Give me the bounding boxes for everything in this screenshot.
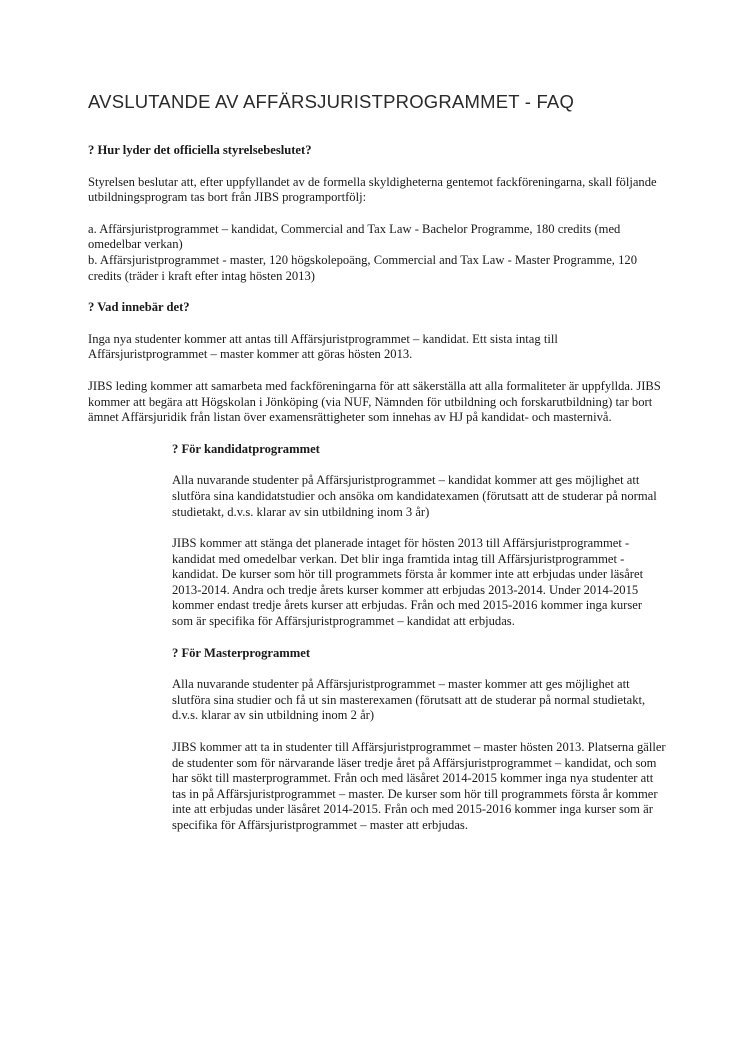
- paragraph: JIBS kommer att stänga det planerade intaget för hösten 2013 till Affärsjuristprogrammet - kandidat med omedelbar verkan. Det blir inga framtida intag till Affärsjuristprogrammet - kandidat. De kurser som hör till programmets första år kommer inte att erbjudas under läsåret 2013-2014. Andra och tredje årets kurser kommer att erbjudas 2013-2014. Under 2014-2015 kommer endast tredje årets kurser att erbjudas. Från och med 2015-2016 kommer inga kurser som är specifika för Affärsjuristprogrammet – kandidat att erbjudas.: [172, 536, 644, 629]
- paragraph: JIBS leding kommer att samarbeta med fackföreningarna för att säkerställa att alla formaliteter är uppfyllda. JIBS kommer att begära att Högskolan i Jönköping (via NUF, Nämnden för utbildning och forskarutbildning) tar bort ämnet Affärsjuridik från listan över examensrättigheter som innehas av HJ på kandidat- och masternivå.: [88, 378, 661, 425]
- question-heading: ? För kandidatprogrammet: [172, 441, 320, 456]
- section-what-it-means: [88, 300, 666, 426]
- section-bachelor-programme: [172, 442, 666, 630]
- paragraph: JIBS kommer att ta in studenter till Affärsjuristprogrammet – master hösten 2013. Platserna gäller de studenter som för närvarande läser tredje året på Affärsjuristprogrammet – kandidat, och som har sökt till masterprogrammet. Från och med läsåret 2014-2015 kommer inga nya studenter att tas in på Affärsjuristprogrammet – master. De kurser som hör till programmets första år kommer inte att erbjudas under läsåret 2014-2015. Från och med 2015-2016 kommer inga kurser som är specifika för Affärsjuristprogrammet – master att erbjudas.: [172, 740, 666, 832]
- list-item: a. Affärsjuristprogrammet – kandidat, Commercial and Tax Law - Bachelor Programme, 180 credits (med omedelbar verkan): [88, 221, 621, 252]
- question-heading: ? Hur lyder det officiella styrelsebeslutet?: [88, 143, 312, 157]
- paragraph: Alla nuvarande studenter på Affärsjuristprogrammet – kandidat kommer att ges möjlighet att slutföra sina kandidatstudier och ansöka om kandidatexamen (förutsatt att de studerar på normal studietakt, d.v.s. klarar av sin utbildning inom 3 år): [172, 473, 657, 519]
- question-heading: ? För Masterprogrammet: [172, 645, 311, 660]
- section-master-programme: [172, 646, 666, 834]
- question-heading: ? Vad innebär det?: [88, 300, 190, 315]
- paragraph: Alla nuvarande studenter på Affärsjuristprogrammet – master kommer att ges möjlighet att slutföra sina studier och få ut sin masterexamen (förutsatt att de studerar på normal studietakt, d.v.s. klarar av sin utbildning inom 2 år): [172, 677, 646, 723]
- page-title: AVSLUTANDE AV AFFÄRSJURISTPROGRAMMET - FAQ: [88, 91, 575, 112]
- paragraph: Inga nya studenter kommer att antas till Affärsjuristprogrammet – kandidat. Ett sista intag till Affärsjuristprogrammet – master kommer att göras hösten 2013.: [88, 331, 558, 362]
- document-body: [88, 143, 666, 850]
- paragraph: Styrelsen beslutar att, efter uppfyllandet av de formella skyldigheterna gentemot fackföreningarna, skall följande utbildningsprogram tas bort från JIBS programportfölj:: [88, 174, 657, 205]
- section-board-decision: [88, 143, 666, 284]
- list-item: b. Affärsjuristprogrammet - master, 120 högskolepoäng, Commercial and Tax Law - Master Programme, 120 credits (träder i kraft efter intag hösten 2013): [88, 252, 637, 283]
